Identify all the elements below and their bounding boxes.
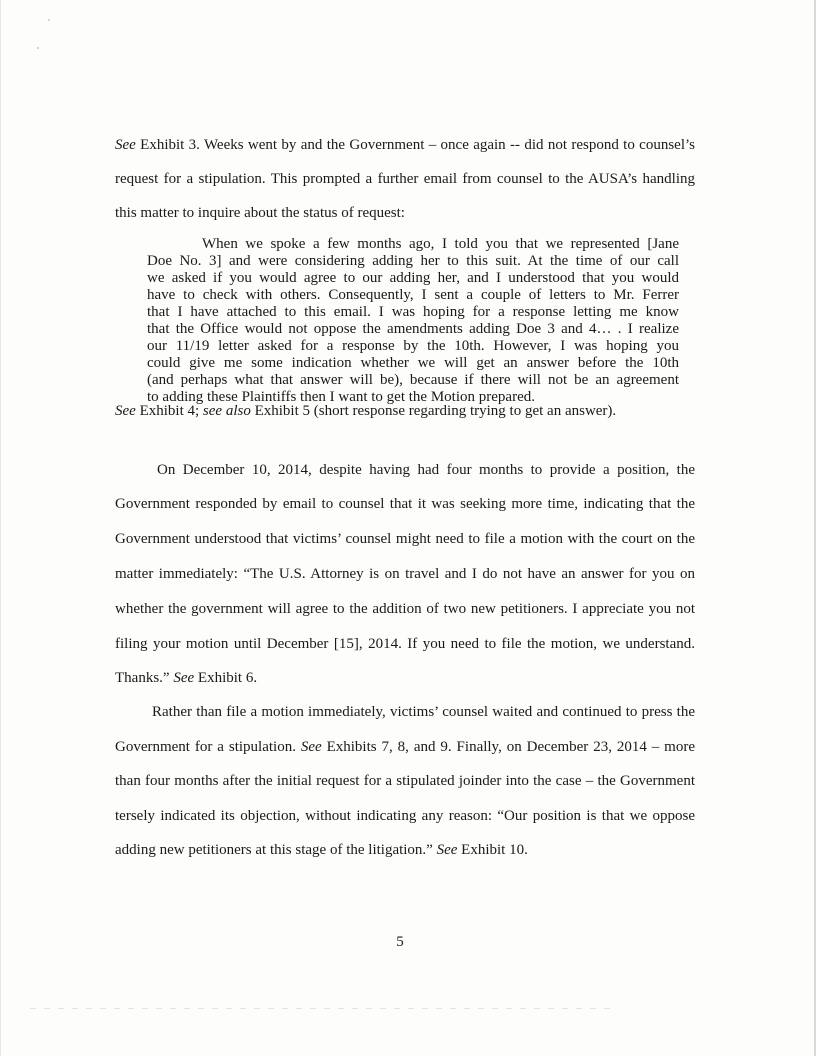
quote-line: that I have attached to this email. I was hoping for a response letting me know (147, 304, 679, 320)
para1-line-1: See Exhibit 3. Weeks went by and the Government – once again -- did not respond to counsel’s (115, 137, 695, 153)
para3-line-1: Rather than file a motion immediately, victims’ counsel waited and continued to press the (152, 704, 695, 720)
para2-line-3: Government understood that victims’ counsel might need to file a motion with the court on the (115, 531, 695, 547)
para2-line-4: matter immediately: “The U.S. Attorney is on travel and I do not have an answer for you on (115, 566, 695, 582)
para2-line-6: filing your motion until December [15], 2014. If you need to file the motion, we understand. (115, 636, 695, 652)
para1-line-3: this matter to inquire about the status of request: (115, 205, 405, 221)
quote-line: have to check with others. Consequently, I sent a couple of letters to Mr. Ferrer (147, 287, 679, 303)
quote-line: our 11/19 letter asked for a response by the 10th. However, I was hoping you (147, 338, 679, 354)
scan-left-edge (0, 0, 1, 1056)
para2-line-5: whether the government will agree to the addition of two new petitioners. I appreciate you not (115, 601, 695, 617)
para3-line-5: adding new petitioners at this stage of the litigation.” See Exhibit 10. (115, 842, 528, 858)
quote-line: (and perhaps what that answer will be), because if there will not be an agreement (147, 372, 679, 388)
quote-line: When we spoke a few months ago, I told you that we represented [Jane (202, 236, 679, 252)
quote-line: Doe No. 3] and were considering adding her to this suit. At the time of our call (147, 253, 679, 269)
para2-line-2: Government responded by email to counsel that it was seeking more time, indicating that the (115, 496, 695, 512)
scan-speck (48, 19, 50, 21)
quote-line: to adding these Plaintiffs then I want to get the Motion prepared. (147, 389, 535, 405)
scan-speck (37, 47, 39, 49)
see-signal: See (115, 137, 136, 153)
para3-line-2: Government for a stipulation. See Exhibits 7, 8, and 9. Finally, on December 23, 2014 – more (115, 739, 695, 755)
quote-line: that the Office would not oppose the amendments adding Doe 3 and 4… . I realize (147, 321, 679, 337)
para3-line-3: than four months after the initial request for a stipulated joinder into the case – the Government (115, 773, 695, 789)
scan-noise (30, 1008, 610, 1009)
para2-line-1: On December 10, 2014, despite having had four months to provide a position, the (157, 462, 695, 478)
quote-line: could give me some indication whether we will get an answer before the 10th (147, 355, 679, 371)
para3-line-4: tersely indicated its objection, without indicating any reason: “Our position is that we oppose (115, 808, 695, 824)
para1-line-2: request for a stipulation. This prompted a further email from counsel to the AUSA’s handling (115, 171, 695, 187)
quote-line: we asked if you would agree to our adding her, and I understood that you would (147, 270, 679, 286)
para2-line-7: Thanks.” See Exhibit 6. (115, 670, 258, 686)
page-number: 5 (396, 934, 404, 950)
citation-line: See Exhibit 4; see also Exhibit 5 (short response regarding trying to get an answer). (115, 403, 617, 419)
